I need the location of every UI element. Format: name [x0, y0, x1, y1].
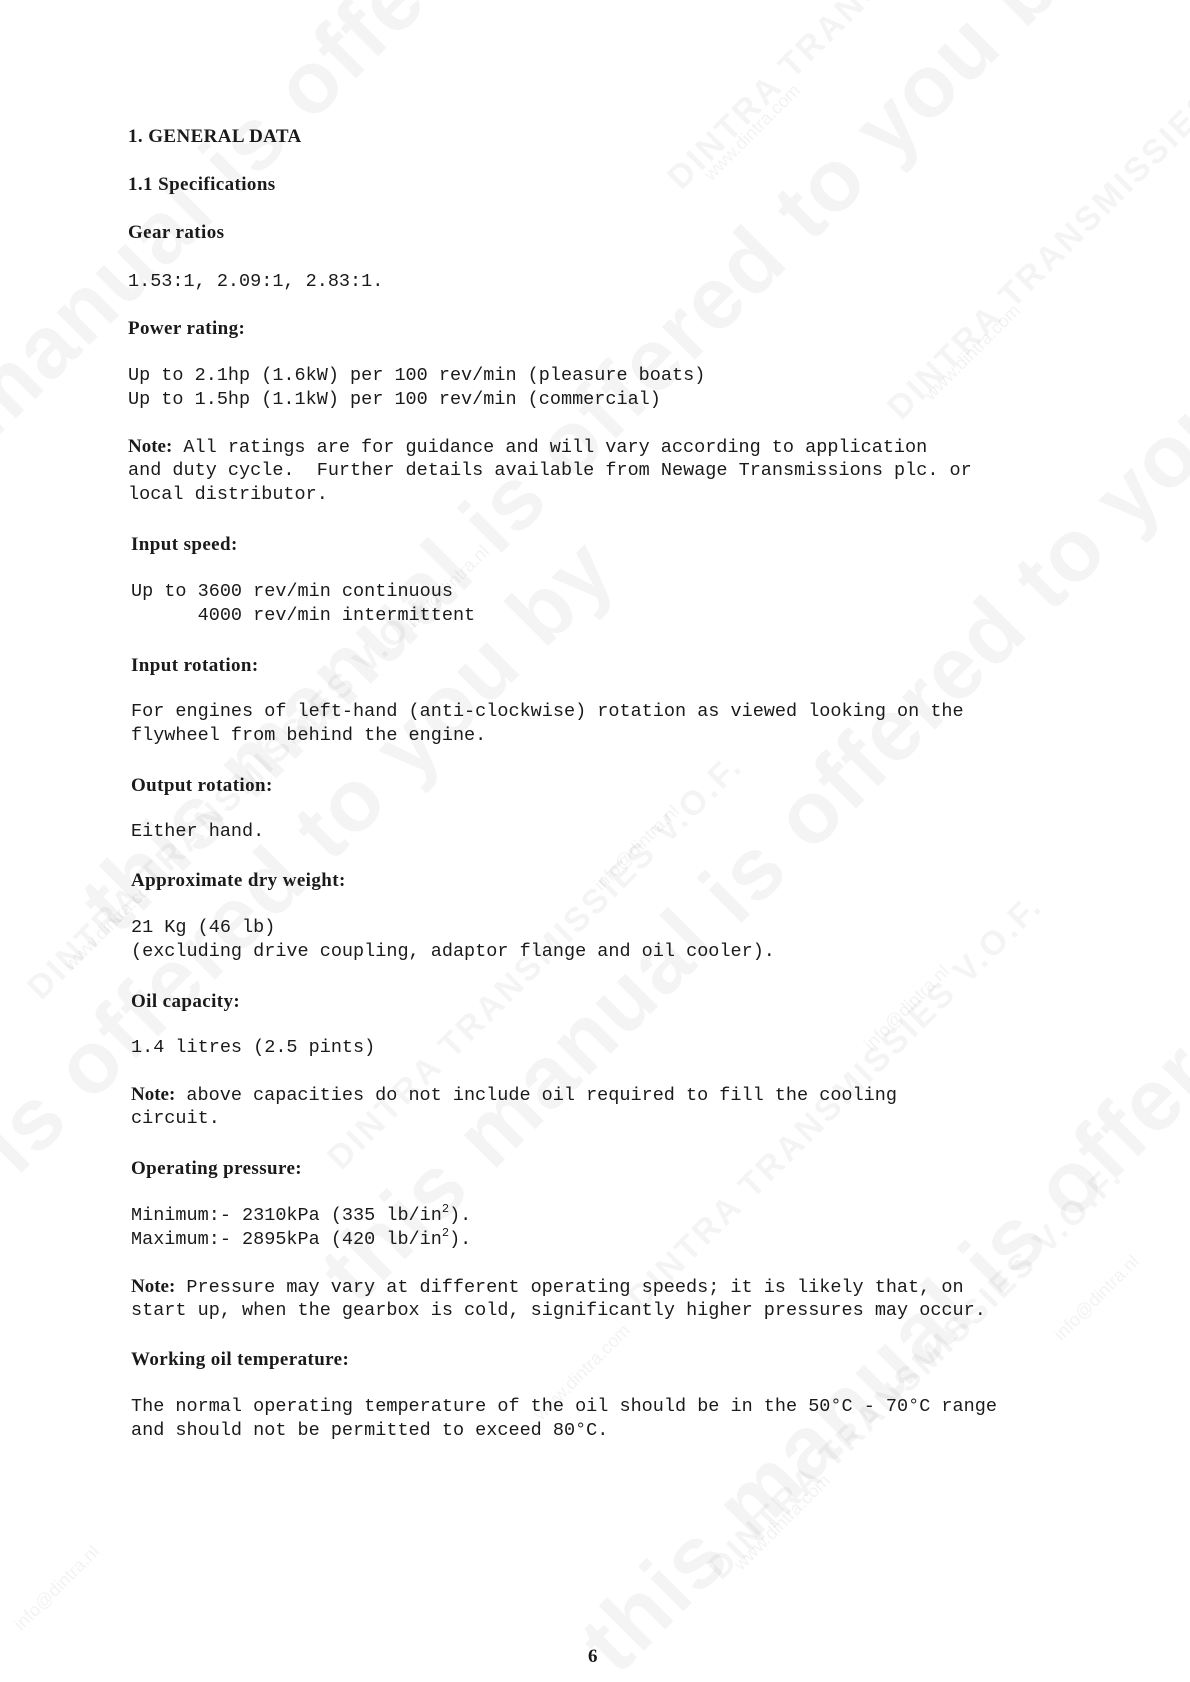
- power-rating-line: Up to 2.1hp (1.6kW) per 100 rev/min (pleasure boats): [128, 365, 706, 386]
- working-oil-temperature-heading: Working oil temperature:: [131, 1349, 350, 1370]
- pressure-maximum-text: Maximum:- 2895kPa (420 lb/in: [131, 1229, 442, 1250]
- watermark-url: www.dintra.com: [700, 80, 804, 185]
- power-rating-heading: Power rating:: [128, 318, 246, 339]
- input-speed-heading: Input speed:: [131, 534, 238, 555]
- gear-ratios-heading: Gear ratios: [128, 222, 225, 243]
- dry-weight-line: (excluding drive coupling, adaptor flange and oil cooler).: [131, 941, 775, 962]
- dry-weight-line: 21 Kg (46 lb): [131, 917, 276, 938]
- watermark-url: www.dintra.com: [530, 1320, 634, 1425]
- oil-capacity-heading: Oil capacity:: [131, 991, 241, 1012]
- note-label: Note:: [131, 1084, 176, 1105]
- note-text: Pressure may vary at different operating speeds; it is likely that, on: [175, 1277, 964, 1298]
- pressure-tail: ).: [449, 1229, 472, 1250]
- watermark-email: info@dintra.nl: [860, 961, 953, 1055]
- watermark-email: info@dintra.nl: [590, 801, 683, 895]
- working-oil-temperature-line: and should not be permitted to exceed 80°C.: [131, 1420, 609, 1441]
- input-rotation-line: flywheel from behind the engine.: [131, 725, 487, 746]
- oil-capacity-value: 1.4 litres (2.5 pints): [131, 1037, 376, 1058]
- subsection-title: 1.1 Specifications: [128, 174, 276, 195]
- note-text: start up, when the gearbox is cold, significantly higher pressures may occur.: [131, 1300, 986, 1321]
- watermark-email: info@dintra.nl: [10, 1541, 103, 1635]
- dry-weight-heading: Approximate dry weight:: [131, 870, 346, 891]
- oil-capacity-note: [131, 1083, 897, 1108]
- superscript: 2: [441, 1226, 450, 1240]
- output-rotation-value: Either hand.: [131, 821, 265, 842]
- pressure-tail: ).: [449, 1205, 472, 1226]
- section-title: 1. GENERAL DATA: [128, 126, 302, 147]
- watermark-email: info@dintra.nl: [400, 541, 493, 635]
- page-number: 6: [588, 1646, 598, 1667]
- note-label: Note:: [128, 436, 173, 457]
- watermark-url: www.dintra.com: [920, 300, 1024, 405]
- power-rating-line: Up to 1.5hp (1.1kW) per 100 rev/min (commercial): [128, 389, 661, 410]
- pressure-minimum-text: Minimum:- 2310kPa (335 lb/in: [131, 1205, 442, 1226]
- operating-pressure-heading: Operating pressure:: [131, 1158, 303, 1179]
- pressure-minimum: [131, 1204, 471, 1228]
- note-text: and duty cycle. Further details available from Newage Transmissions plc. or: [128, 460, 972, 481]
- watermark-url: www.dintra.com: [730, 1470, 834, 1575]
- note-text: circuit.: [131, 1108, 220, 1129]
- watermark-email: info@dintra.nl: [1050, 1251, 1143, 1345]
- operating-pressure-note: [131, 1275, 964, 1300]
- working-oil-temperature-line: The normal operating temperature of the oil should be in the 50°C - 70°C range: [131, 1396, 997, 1417]
- power-rating-note: [128, 435, 927, 460]
- watermark-url: www.dintra.com: [60, 870, 164, 975]
- note-text: above capacities do not include oil required to fill the cooling: [175, 1085, 897, 1106]
- input-speed-line: Up to 3600 rev/min continuous: [131, 581, 453, 602]
- gear-ratios-value: 1.53:1, 2.09:1, 2.83:1.: [128, 271, 384, 292]
- input-rotation-line: For engines of left-hand (anti-clockwise) rotation as viewed looking on the: [131, 701, 964, 722]
- superscript: 2: [441, 1202, 450, 1216]
- pressure-maximum: [131, 1228, 471, 1252]
- note-text: All ratings are for guidance and will vary according to application: [172, 437, 928, 458]
- note-text: local distributor.: [128, 484, 328, 505]
- input-speed-line: 4000 rev/min intermittent: [131, 605, 476, 626]
- output-rotation-heading: Output rotation:: [131, 775, 273, 796]
- input-rotation-heading: Input rotation:: [131, 655, 259, 676]
- note-label: Note:: [131, 1276, 176, 1297]
